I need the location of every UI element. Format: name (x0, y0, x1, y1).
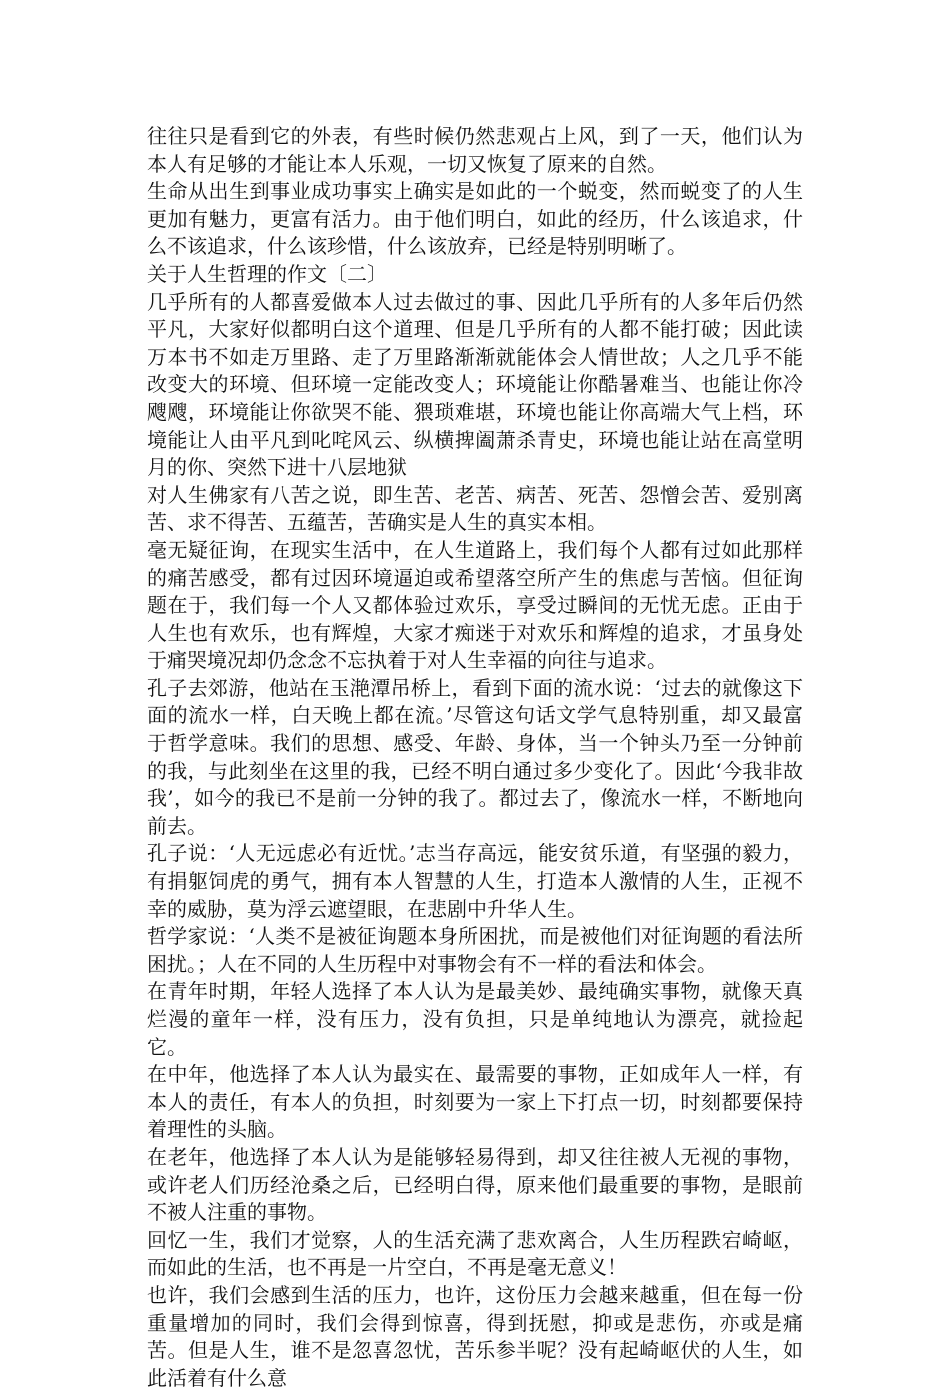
document-body (147, 123, 803, 1392)
paragraph-10: 在中年，他选择了本人认为最实在、最需要的事物，正如成年人一样，有本人的责任，有本人的负担，时刻要为一家上下打点一切，时刻都要保持着理性的头脑。 (147, 1062, 803, 1142)
paragraph-2: 生命从出生到事业成功事实上确实是如此的一个蜕变，然而蜕变了的人生更加有魅力，更富有活力。由于他们明白，如此的经历，什么该追求，什么不该追求，什么该珍惜，什么该放弃，已经是特别明晰了。 (147, 179, 803, 259)
paragraph-11: 在老年，他选择了本人认为是能够轻易得到，却又往往被人无视的事物，或许老人们历经沧桑之后，已经明白得，原来他们最重要的事物，是眼前不被人注重的事物。 (147, 1144, 803, 1225)
paragraph-1: 往往只是看到它的外表，有些时候仍然悲观占上风，到了一天，他们认为本人有足够的才能让本人乐观，一切又恢复了原来的自然。 (147, 124, 803, 176)
paragraph-6: 孔子去郊游，他站在玉滟潭吊桥上，看到下面的流水说：‘过去的就像这下面的流水一样，白天晚上都在流。’尽管这句话文学气息特别重，却又最富于哲学意味。我们的思想、感受、年龄、身体，当一个钟头乃至一分钟前的我，与此刻坐在这里的我，已经不明白通过多少变化了。因此‘今我非故我’，如今的我已不是前一分钟的我了。都过去了，像流水一样，不断地向前去。 (147, 675, 803, 838)
paragraph-4: 对人生佛家有八苦之说，即生苦、老苦、病苦、死苦、怨憎会苦、爱别离苦、求不得苦、五蕴苦，苦确实是人生的真实本相。 (147, 482, 803, 535)
paragraph-9: 在青年时期，年轻人选择了本人认为是最美妙、最纯确实事物，就像天真烂漫的童年一样，没有压力，没有负担，只是单纯地认为漂亮，就捡起它。 (147, 979, 803, 1059)
paragraph-7: 孔子说：‘人无远虑必有近忧。’志当存高远，能安贫乐道，有坚强的毅力，有捐躯饲虎的勇气，拥有本人智慧的人生，打造本人激情的人生，正视不幸的威胁，莫为浮云遮望眼，在悲剧中升华人生。 (147, 841, 803, 921)
paragraph-13: 也许，我们会感到生活的压力，也许，这份压力会越来越重，但在每一份重量增加的同时，我们会得到惊喜，得到抚慰，抑或是悲伤，亦或是痛苦。但是人生，谁不是忽喜忽忧，苦乐参半呢？没有起崎岖伏的人生，如此活着有什么意 (147, 1282, 803, 1390)
paragraph-3: 几乎所有的人都喜爱做本人过去做过的事、因此几乎所有的人多年后仍然平凡，大家好似都明白这个道理、但是几乎所有的人都不能打破；因此读万本书不如走万里路、走了万里路渐渐就能体会人情世故；人之几乎不能改变大的环境、但环境一定能改变人；环境能让你酷暑难当、也能让你冷飕飕，环境能让你欲哭不能、猥琐难堪，环境也能让你高端大气上档，环境能让人由平凡到叱咤风云、纵横捭阖萧杀青史，环境也能让站在高堂明月的你、突然下进十八层地狱 (147, 289, 803, 480)
paragraph-8: 哲学家说：‘人类不是被征询题本身所困扰，而是被他们对征询题的看法所困扰。；人在不同的人生历程中对事物会有不一样的看法和体会。 (147, 924, 803, 976)
paragraph-5: 毫无疑征询，在现实生活中，在人生道路上，我们每个人都有过如此那样的痛苦感受，都有过因环境逼迫或希望落空所产生的焦虑与苦恼。但征询题在于，我们每一个人又都体验过欢乐，享受过瞬间的无忧无虑。正由于人生也有欢乐，也有辉煌，大家才痴迷于对欢乐和辉煌的追求，才虽身处于痛哭境况却仍念念不忘执着于对人生幸福的向往与追求。 (147, 537, 803, 673)
paragraph-12: 回忆一生，我们才觉察，人的生活充满了悲欢离合，人生历程跌宕崎岖，而如此的生活，也不再是一片空白，不再是毫无意义！ (147, 1227, 803, 1280)
section-heading: 关于人生哲理的作文〔二〕 (147, 261, 387, 286)
